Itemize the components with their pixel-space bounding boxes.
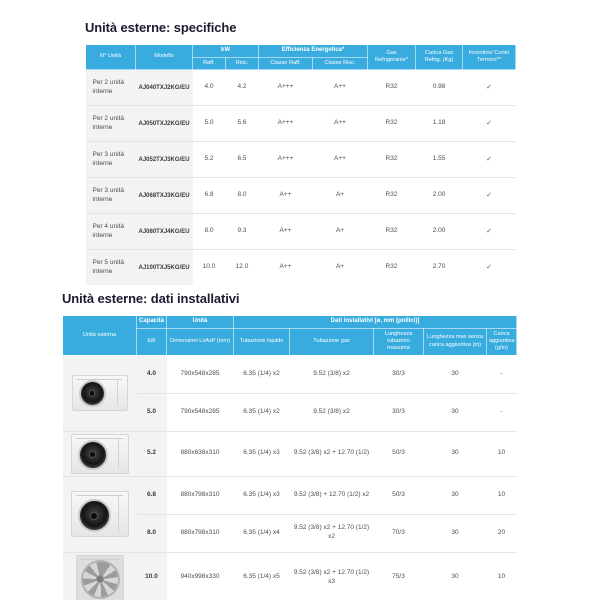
header-carica-gas: Carica Gas Refrig. (Kg) <box>416 45 463 70</box>
carica-cell: 1.55 <box>416 142 463 178</box>
carica-cell: 2.00 <box>416 178 463 214</box>
install-table-row <box>63 431 517 476</box>
carica-cell: 1.18 <box>416 106 463 142</box>
classe-raff-cell: A+++ <box>277 83 294 91</box>
header-unita-esterna: Unità esterna <box>63 316 137 356</box>
classe-risc-cell: A++ <box>334 83 346 91</box>
outdoor-unit-photo-tall <box>63 476 137 552</box>
model-cell: AJ040TXJ2KG/EU <box>136 70 193 106</box>
max-length-cell: 50/3 <box>374 476 424 514</box>
install-table-row <box>63 355 517 393</box>
n-unita-cell: Per 5 unità interne <box>86 250 136 286</box>
fan-grille-icon <box>78 499 111 532</box>
n-unita-cell: Per 3 unità interne <box>86 178 136 214</box>
fan-grille-icon <box>78 440 108 470</box>
outdoor-unit-photo-small <box>63 355 137 431</box>
carica-cell: 0.98 <box>432 83 446 91</box>
install-table-row <box>63 552 517 600</box>
checkmark-icon: ✓ <box>463 178 516 214</box>
header-modello: Modello <box>136 45 193 70</box>
spec-table-row <box>86 250 516 286</box>
classe-raff-cell: A++ <box>259 178 313 214</box>
extra-charge-cell: 20 <box>487 514 517 552</box>
kw-raff-cell: 5.2 <box>193 142 226 178</box>
gas-pipe-cell: 9.52 (3/8) x2 <box>313 369 350 377</box>
gas-cell: R32 <box>368 178 416 214</box>
liquid-pipe-cell: 6.35 (1/4) x4 <box>234 514 290 552</box>
classe-risc-cell: A+ <box>313 250 368 286</box>
extra-charge-cell: - <box>487 393 517 431</box>
n-unita-cell: Per 2 unità interne <box>86 70 136 106</box>
header-dimensioni: Dimensioni LxAxP (mm) <box>167 328 234 355</box>
spec-table <box>85 44 516 285</box>
capacity-cell: 8.0 <box>137 514 167 552</box>
spec-table-row <box>86 70 516 106</box>
spec-table-row <box>86 142 516 178</box>
gas-cell: R32 <box>368 106 416 142</box>
gas-pipe-cell: 9.52 (3/8) x2 + 12.70 (1/2) <box>290 431 374 476</box>
capacity-cell: 5.2 <box>137 431 167 476</box>
checkmark-icon: ✓ <box>463 106 516 142</box>
header-tubazione-gas: Tubazione gas <box>290 328 374 355</box>
kw-risc-cell: 5.6 <box>226 106 259 142</box>
classe-raff-cell: A++ <box>259 214 313 250</box>
kw-risc-cell: 8.0 <box>226 178 259 214</box>
gas-cell: R32 <box>368 250 416 286</box>
checkmark-icon: ✓ <box>463 250 516 286</box>
extra-charge-cell: 10 <box>487 431 517 476</box>
header-capacita-group: Capacità <box>137 316 167 329</box>
model-cell: AJ068TXJ3KG/EU <box>136 178 193 214</box>
header-n-unita: N° Unità <box>86 45 136 70</box>
gas-cell: R32 <box>368 142 416 178</box>
spec-table-row <box>86 178 516 214</box>
max-length-cell: 30/3 <box>392 369 405 377</box>
header-lunghezza-max: Lunghezza tubazioni massima <box>374 328 424 355</box>
no-charge-length-cell: 30 <box>424 514 487 552</box>
classe-risc-cell: A++ <box>313 106 368 142</box>
dimensions-cell: 880x798x310 <box>167 476 234 514</box>
kw-raff-cell: 10.0 <box>193 250 226 286</box>
header-classe-raff: Classe Raff. <box>259 57 313 69</box>
kw-risc-cell: 12.0 <box>226 250 259 286</box>
spec-table-header <box>86 45 516 70</box>
capacity-cell: 6.8 <box>137 476 167 514</box>
header-gas-refrigerante: Gas Refrigerante* <box>368 45 416 70</box>
carica-cell: 2.00 <box>416 214 463 250</box>
section-installation-data <box>62 291 516 600</box>
dimensions-cell: 880x638x310 <box>167 431 234 476</box>
header-risc: Risc. <box>226 57 259 69</box>
n-unita-cell: Per 4 unità interne <box>86 214 136 250</box>
checkmark-icon: ✓ <box>486 83 492 91</box>
header-incentivo: Incentivo/ Conto Termico** <box>463 45 516 70</box>
gas-cell: R32 <box>368 214 416 250</box>
gas-pipe-cell: 9.52 (3/8) x2 + 12.70 (1/2) x3 <box>290 552 374 600</box>
header-carica-aggiuntiva: Carica aggiuntiva (g/m) <box>487 328 517 355</box>
gas-pipe-cell: 9.52 (3/8) + 12.70 (1/2) x2 <box>290 476 374 514</box>
kw-raff-cell: 6.8 <box>193 178 226 214</box>
n-unita-cell: Per 3 unità interne <box>86 142 136 178</box>
liquid-pipe-cell: 6.35 (1/4) x5 <box>234 552 290 600</box>
fan-grille-icon <box>79 380 106 407</box>
extra-charge-cell: 10 <box>487 476 517 514</box>
capacity-cell: 5.0 <box>137 393 167 431</box>
carica-cell: 2.70 <box>416 250 463 286</box>
kw-risc-cell: 6.5 <box>226 142 259 178</box>
liquid-pipe-cell: 6.35 (1/4) x3 <box>234 431 290 476</box>
extra-charge-cell: - <box>500 369 503 377</box>
classe-raff-cell: A+++ <box>259 106 313 142</box>
extra-charge-cell: 10 <box>487 552 517 600</box>
spec-table-row <box>86 106 516 142</box>
header-raff: Raff. <box>193 57 226 69</box>
no-charge-length-cell: 30 <box>424 431 487 476</box>
classe-risc-cell: A+ <box>313 214 368 250</box>
kw-risc-cell: 9.3 <box>226 214 259 250</box>
classe-risc-cell: A++ <box>313 142 368 178</box>
gas-pipe-cell: 9.52 (3/8) x2 + 12.70 (1/2) x2 <box>290 514 374 552</box>
model-cell: AJ052TXJ3KG/EU <box>136 142 193 178</box>
checkmark-icon: ✓ <box>463 214 516 250</box>
outdoor-unit-photo-large <box>63 552 137 600</box>
classe-raff-cell: A++ <box>259 250 313 286</box>
dimensions-cell: 790x548x285 <box>180 369 220 377</box>
header-lunghezza-senza-carica: Lunghezza max senza carica aggiuntiva (m) <box>424 328 487 355</box>
install-table-header <box>63 316 517 356</box>
max-length-cell: 30/3 <box>374 393 424 431</box>
outdoor-unit-photo-medium <box>63 431 137 476</box>
header-kw-group: kW <box>193 45 259 58</box>
gas-cell: R32 <box>385 83 398 91</box>
dimensions-cell: 940x998x330 <box>167 552 234 600</box>
install-table <box>62 315 517 600</box>
max-length-cell: 75/3 <box>374 552 424 600</box>
capacity-cell: 10.0 <box>137 552 167 600</box>
model-cell: AJ100TXJ5KG/EU <box>136 250 193 286</box>
header-efficienza-group: Efficienza Energetica* <box>259 45 368 58</box>
install-table-row <box>63 476 517 514</box>
header-classe-risc: Classe Risc. <box>313 57 368 69</box>
header-tubazione-liquido: Tubazione liquido <box>234 328 290 355</box>
kw-raff-cell: 5.0 <box>193 106 226 142</box>
header-kw: kW <box>137 328 167 355</box>
n-unita-cell: Per 2 unità interne <box>86 106 136 142</box>
kw-raff-cell: 4.0 <box>204 83 214 91</box>
max-length-cell: 70/3 <box>374 514 424 552</box>
header-dati-installativi-group: Dati installativi [ø, mm (pollici)] <box>234 316 517 329</box>
no-charge-length-cell: 30 <box>424 552 487 600</box>
capacity-cell: 4.0 <box>137 355 167 393</box>
dimensions-cell: 790x548x285 <box>167 393 234 431</box>
max-length-cell: 50/3 <box>374 431 424 476</box>
liquid-pipe-cell: 6.35 (1/4) x2 <box>234 393 290 431</box>
kw-risc-cell: 4.2 <box>237 83 247 91</box>
dimensions-cell: 880x798x310 <box>167 514 234 552</box>
spec-table-row <box>86 214 516 250</box>
gas-pipe-cell: 9.52 (3/8) x2 <box>290 393 374 431</box>
model-cell: AJ080TXJ4KG/EU <box>136 214 193 250</box>
no-charge-length-cell: 30 <box>424 393 487 431</box>
no-charge-length-cell: 30 <box>451 369 459 377</box>
liquid-pipe-cell: 6.35 (1/4) x2 <box>243 369 280 377</box>
classe-raff-cell: A+++ <box>259 142 313 178</box>
model-cell: AJ050TXJ2KG/EU <box>136 106 193 142</box>
kw-raff-cell: 8.0 <box>193 214 226 250</box>
section-specifications <box>85 20 515 285</box>
section-title-dati-installativi: Unità esterne: dati installativi <box>62 291 240 306</box>
no-charge-length-cell: 30 <box>424 476 487 514</box>
checkmark-icon: ✓ <box>463 142 516 178</box>
liquid-pipe-cell: 6.35 (1/4) x3 <box>234 476 290 514</box>
header-unita-group: Unità <box>167 316 234 329</box>
classe-risc-cell: A+ <box>313 178 368 214</box>
fan-grille-icon <box>81 560 120 599</box>
section-title-specifiche: Unità esterne: specifiche <box>85 20 237 35</box>
